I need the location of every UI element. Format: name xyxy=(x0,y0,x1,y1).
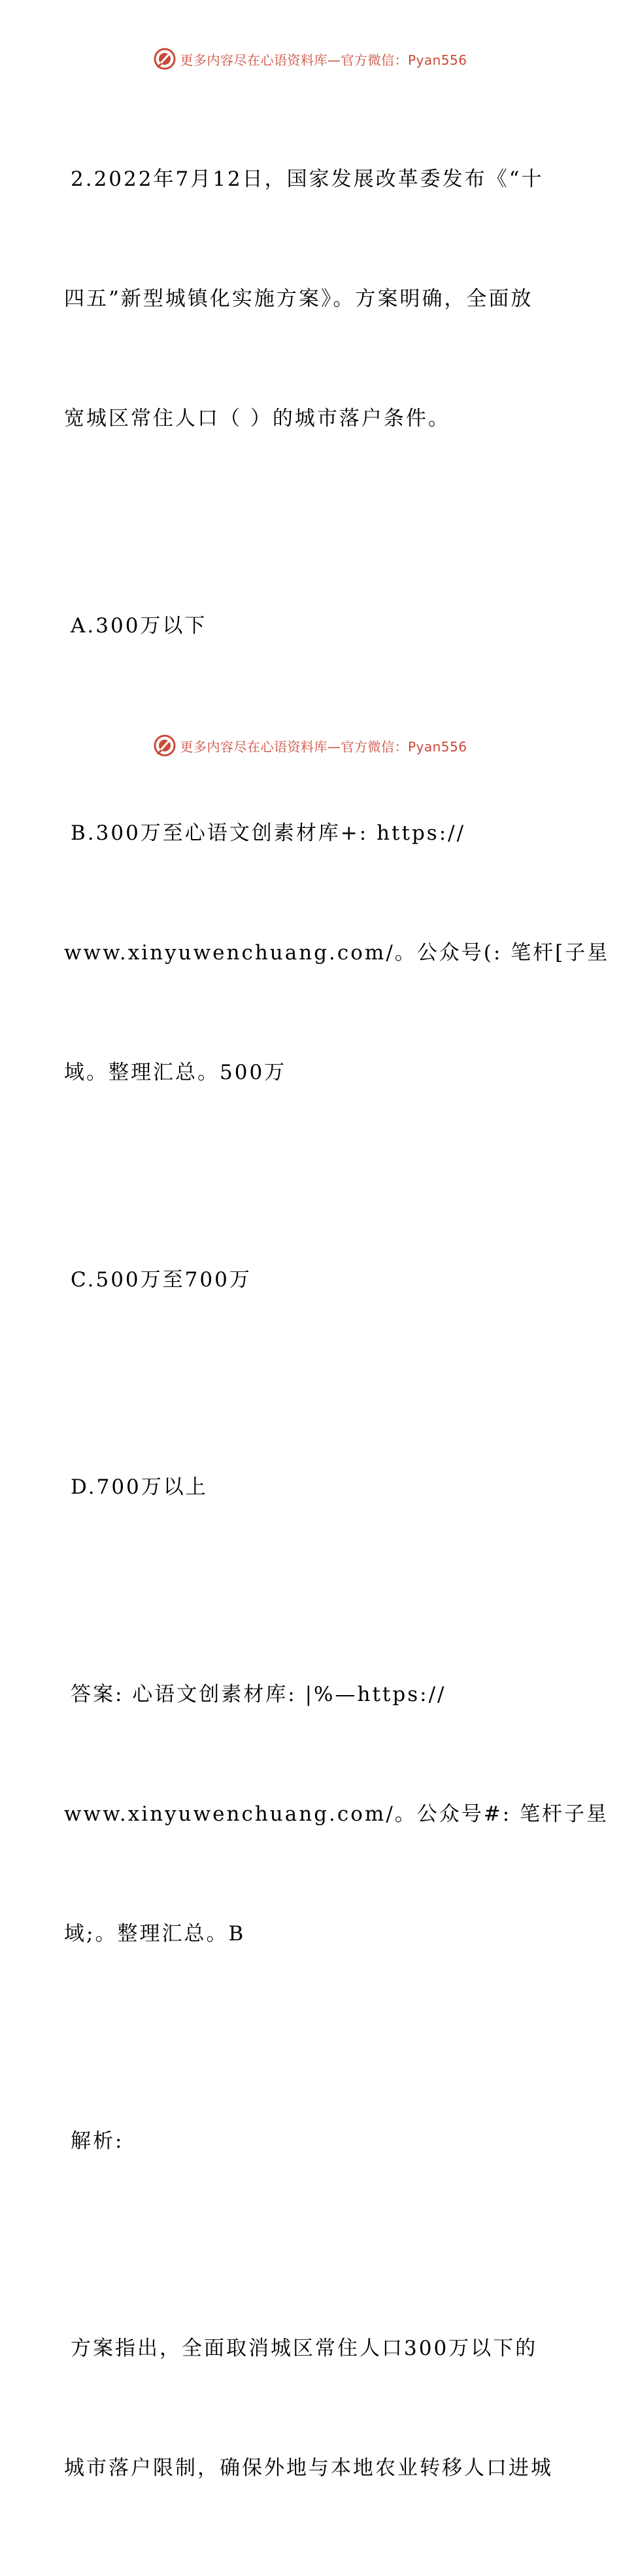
footer-banner-text: 更多内容尽在心语资料库—官方微信：Pyan556 xyxy=(180,738,467,755)
question-stem xyxy=(64,80,567,519)
pen-seal-icon xyxy=(154,48,176,70)
option-a-text: A.300万以下 xyxy=(71,614,207,638)
answer-line: 答案: 心语文创素材库: |%—https:// xyxy=(71,1683,446,1706)
document-body xyxy=(64,80,610,2576)
footer-banner xyxy=(0,732,621,759)
stem-line: 宽城区常住人口（ ）的城市落户条件。 xyxy=(64,407,450,430)
analysis-line: 方案指出，全面取消城区常住人口300万以下的 xyxy=(71,2337,538,2360)
analysis-block xyxy=(64,2249,567,2568)
pen-seal-icon xyxy=(154,734,176,757)
option-c xyxy=(64,1180,567,1380)
option-b-line: 域。整理汇总。500万 xyxy=(64,1061,287,1084)
stem-line: 四五”新型城镇化实施方案》。方案明确，全面放 xyxy=(64,287,533,311)
option-b-line: www.xinyuwenchuang.com/。公众号(: 笔杆[子星 xyxy=(64,941,610,965)
header-banner xyxy=(0,46,621,72)
option-b-line: B.300万至心语文创素材库+: https:// xyxy=(71,821,466,845)
answer-block xyxy=(64,1595,609,2034)
option-c-text: C.500万至700万 xyxy=(71,1268,252,1292)
analysis-label-block xyxy=(64,2042,567,2241)
option-d-text: D.700万以上 xyxy=(71,1475,208,1499)
option-b xyxy=(64,734,610,1173)
option-d xyxy=(64,1388,567,1587)
stem-line: 2.2022年7月12日，国家发展改革委发布《“十 xyxy=(71,167,544,191)
analysis-label: 解析: xyxy=(71,2129,124,2153)
answer-line: 域;。整理汇总。B xyxy=(64,1922,246,1946)
analysis-line: 城市落户限制，确保外地与本地农业转移人口进城 xyxy=(64,2456,553,2480)
option-a xyxy=(64,526,567,726)
header-banner-text: 更多内容尽在心语资料库—官方微信：Pyan556 xyxy=(180,52,467,68)
answer-line: www.xinyuwenchuang.com/。公众号#: 笔杆子星 xyxy=(64,1802,609,1826)
